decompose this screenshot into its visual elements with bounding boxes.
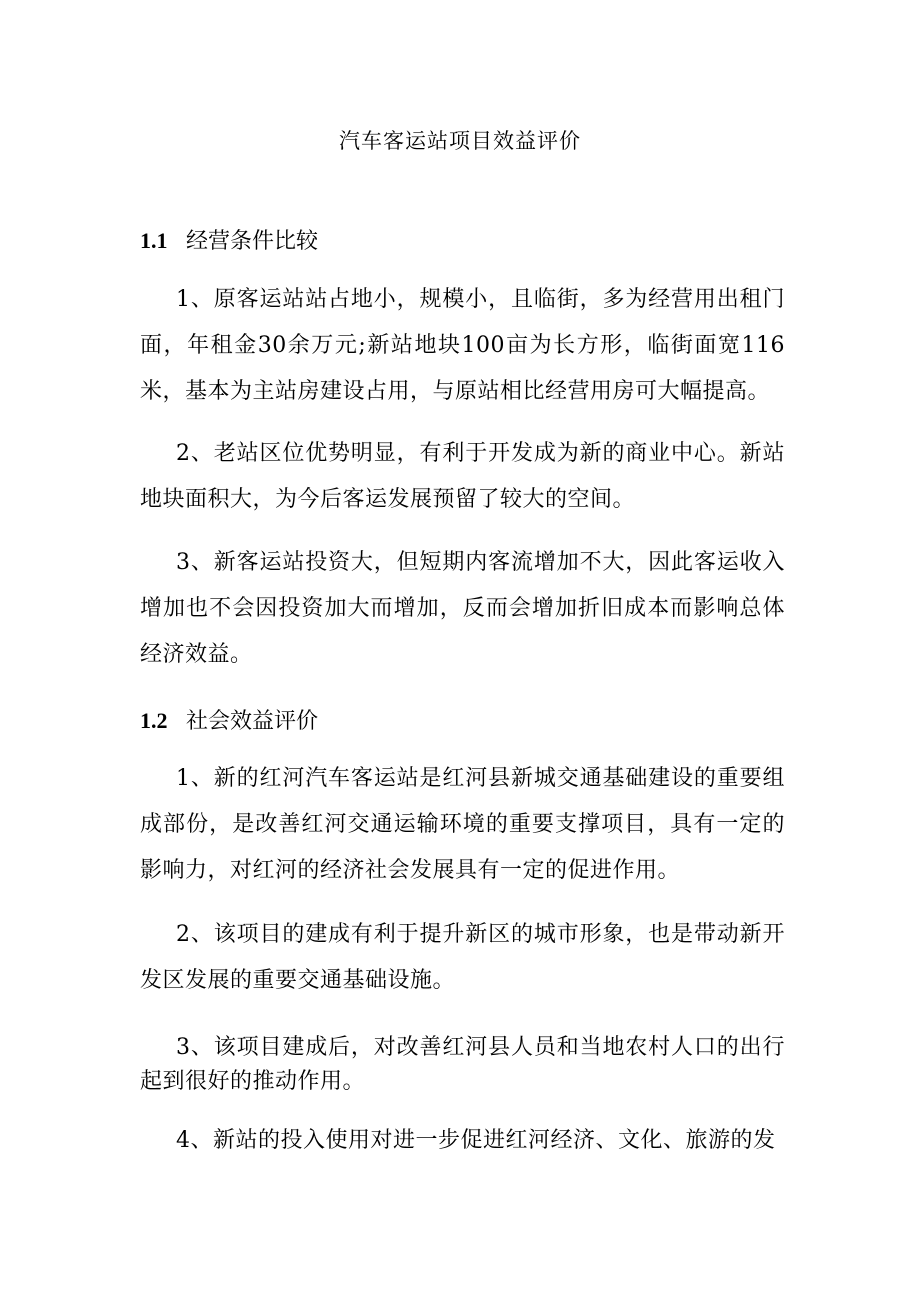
paragraph: 4、新站的投入使用对进一步促进红河经济、文化、旅游的发 — [176, 1128, 776, 1153]
section-title: 经营条件比较 — [186, 229, 319, 254]
section-number: 1.2 — [140, 708, 168, 733]
document-title: 汽车客运站项目效益评价 — [339, 129, 581, 153]
section-heading-1-2 — [140, 706, 318, 737]
paragraph: 1、原客运站站占地小，规模小，且临街，多为经营用出租门面，年租金30余万元;新站地块100亩为长方形，临街面宽116米，基本为主站房建设占用，与原站相比经营用房可大幅提高。 — [140, 287, 785, 404]
paragraph: 2、该项目的建成有利于提升新区的城市形象，也是带动新开发区发展的重要交通基础设施。 — [140, 922, 785, 993]
section-number: 1.1 — [140, 228, 168, 253]
section-heading-1-1 — [140, 226, 318, 257]
section-title: 社会效益评价 — [186, 709, 319, 734]
paragraph: 2、老站区位优势明显，有利于开发成为新的商业中心。新站地块面积大，为今后客运发展预留了较大的空间。 — [140, 441, 785, 512]
paragraph: 3、该项目建成后，对改善红河县人员和当地农村人口的出行起到很好的推动作用。 — [140, 1035, 785, 1094]
paragraph: 1、新的红河汽车客运站是红河县新城交通基础建设的重要组成部份，是改善红河交通运输环境的重要支撑项目，具有一定的影响力，对红河的经济社会发展具有一定的促进作用。 — [140, 766, 785, 883]
paragraph: 3、新客运站投资大，但短期内客流增加不大，因此客运收入增加也不会因投资加大而增加，反而会增加折旧成本而影响总体经济效益。 — [140, 550, 785, 667]
